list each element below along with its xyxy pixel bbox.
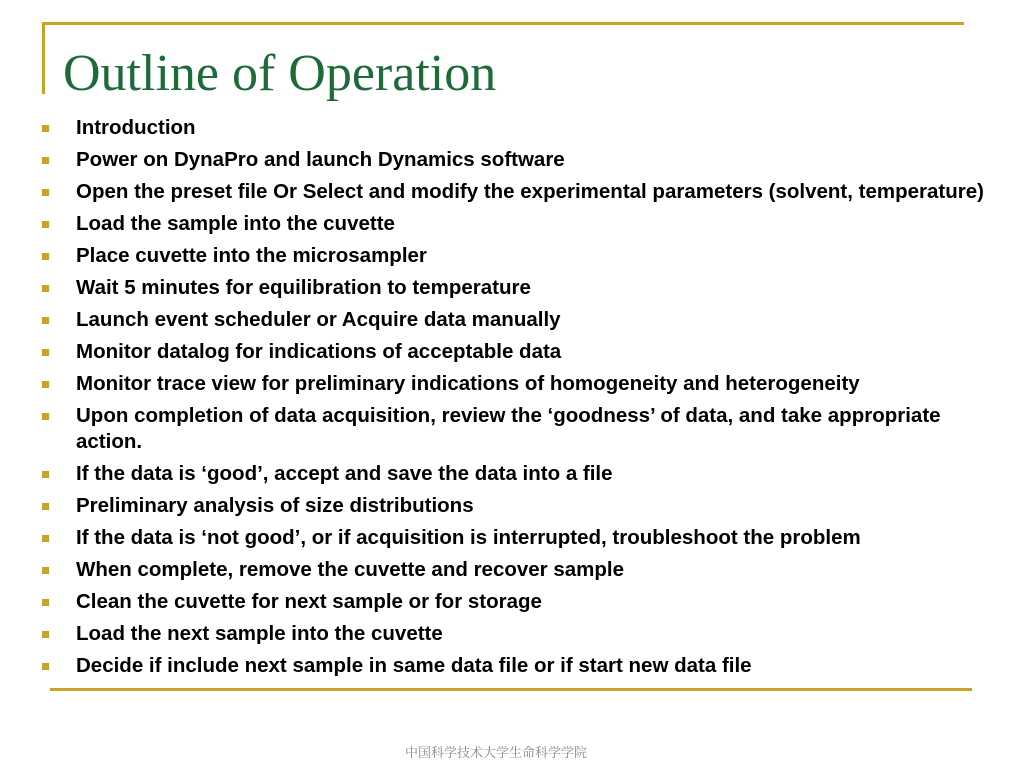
square-bullet-icon (42, 253, 49, 260)
square-bullet-icon (42, 285, 49, 292)
list-item-text: When complete, remove the cuvette and recover sample (76, 558, 624, 581)
square-bullet-icon (42, 631, 49, 638)
square-bullet-icon (42, 503, 49, 510)
list-item-text: Load the sample into the cuvette (76, 212, 395, 235)
list-item-text: Load the next sample into the cuvette (76, 622, 443, 645)
list-item-text: Wait 5 minutes for equilibration to temperature (76, 276, 531, 299)
list-item-text: Decide if include next sample in same data file or if start new data file (76, 654, 752, 677)
list-item (36, 461, 1006, 487)
list-item (36, 275, 1006, 301)
list-item-text: Introduction (76, 116, 196, 139)
list-item (36, 371, 1006, 397)
square-bullet-icon (42, 535, 49, 542)
list-item-text: If the data is ‘good’, accept and save the data into a file (76, 462, 613, 485)
frame-left-rule (42, 22, 45, 94)
list-item (36, 525, 1006, 551)
frame-bottom-rule (50, 688, 972, 691)
list-item (36, 589, 1006, 615)
square-bullet-icon (42, 221, 49, 228)
square-bullet-icon (42, 471, 49, 478)
footer-institution: 中国科学技术大学生命科学学院 (405, 746, 588, 761)
list-item-text: Monitor trace view for preliminary indications of homogeneity and heterogeneity (76, 372, 860, 395)
list-item-text: Monitor datalog for indications of acceptable data (76, 340, 562, 363)
list-item-text: Power on DynaPro and launch Dynamics software (76, 148, 565, 171)
list-item (36, 307, 1006, 333)
list-item-text: Place cuvette into the microsampler (76, 244, 427, 267)
square-bullet-icon (42, 567, 49, 574)
list-item-text: Clean the cuvette for next sample or for storage (76, 590, 542, 613)
list-item (36, 403, 1006, 455)
list-item (36, 339, 1006, 365)
square-bullet-icon (42, 599, 49, 606)
list-item-text: Upon completion of data acquisition, review the ‘goodness’ of data, and take appropriate action. (76, 404, 941, 453)
frame-top-rule (42, 22, 964, 25)
list-item (36, 147, 1006, 173)
list-item (36, 179, 1006, 205)
square-bullet-icon (42, 317, 49, 324)
list-item (36, 115, 1006, 141)
bullet-list (36, 115, 1006, 685)
list-item-text: Preliminary analysis of size distributions (76, 494, 474, 517)
square-bullet-icon (42, 349, 49, 356)
list-item (36, 211, 1006, 237)
list-item (36, 621, 1006, 647)
list-item (36, 243, 1006, 269)
square-bullet-icon (42, 125, 49, 132)
list-item (36, 653, 1006, 679)
list-item (36, 493, 1006, 519)
list-item (36, 557, 1006, 583)
square-bullet-icon (42, 381, 49, 388)
list-item-text: If the data is ‘not good’, or if acquisition is interrupted, troubleshoot the problem (76, 526, 861, 549)
square-bullet-icon (42, 189, 49, 196)
square-bullet-icon (42, 413, 49, 420)
list-item-text: Launch event scheduler or Acquire data manually (76, 308, 561, 331)
list-item-text: Open the preset file Or Select and modify the experimental parameters (solvent, temperature) (76, 180, 984, 203)
square-bullet-icon (42, 663, 49, 670)
slide-title: Outline of Operation (63, 45, 497, 102)
square-bullet-icon (42, 157, 49, 164)
